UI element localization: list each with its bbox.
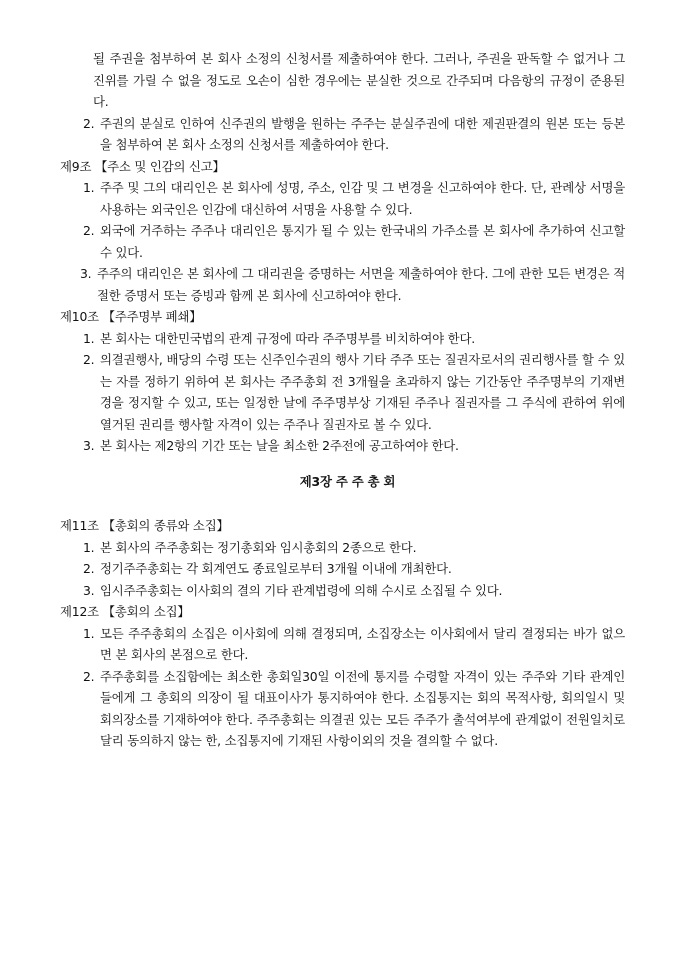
article-12-item-2 xyxy=(60,666,625,752)
article-12-title: 제12조 【총회의 소집】 xyxy=(60,604,190,619)
item-text: 임시주주총회는 이사회의 결의 기타 관계법령에 의해 수시로 소집될 수 있다. xyxy=(100,582,503,598)
item-text: 의결권행사, 배당의 수령 또는 신주인수권의 행사 기타 주주 또는 질권자로서의 권리행사를 할 수 있는 자를 정하기 위하여 본 회사는 주주총회 전 3개월을 초과하지 않는 기간동안 주주명부의 기재변경을 정지할 수 있고, 또는 일정한 날에 주주명부상 기재된 주주나 질권자를 그 주식에 관하여 위에 열거된 권리를 행사할 자격이 있는 주주나 질권자로 볼 수 있다. xyxy=(100,352,625,432)
article-10-item-3 xyxy=(60,435,625,457)
item-number: 2. xyxy=(83,223,95,238)
item-text: 주주의 대리인은 본 회사에 그 대리권을 증명하는 서면을 제출하여야 한다. 그에 관한 모든 변경은 적절한 증명서 또는 증빙과 함께 본 회사에 신고하여야 한다. xyxy=(97,266,625,303)
item-number: 1. xyxy=(83,625,95,641)
item-text: 외국에 거주하는 주주나 대리인은 통지가 될 수 있는 한국내의 가주소를 본 회사에 추가하여 신고할 수 있다. xyxy=(100,223,625,260)
item-text: 주권의 분실로 인하여 신주권의 발행을 원하는 주주는 분실주권에 대한 제권판결의 원본 또는 등본을 첨부하여 본 회사 소정의 신청서를 제출하여야 한다. xyxy=(100,115,625,152)
item-number: 2. xyxy=(83,352,95,367)
item-text: 본 회사의 주주총회는 정기총회와 임시총회의 2종으로 한다. xyxy=(100,539,417,555)
item-number: 2. xyxy=(83,561,95,576)
intro-item-2 xyxy=(60,113,625,156)
item-number: 3. xyxy=(83,438,95,453)
item-text: 정기주주총회는 각 회계연도 종료일로부터 3개월 이내에 개최한다. xyxy=(100,561,452,576)
item-text: 본 회사는 대한민국법의 관계 규정에 따라 주주명부를 비치하여야 한다. xyxy=(100,330,475,346)
document-page xyxy=(60,48,625,752)
item-number: 2. xyxy=(83,115,95,131)
item-number: 1. xyxy=(83,330,95,346)
article-10-item-1 xyxy=(60,328,625,350)
article-11-title: 제11조 【총회의 종류와 소집】 xyxy=(60,518,229,533)
chapter-title: 제3장 주 주 총 회 xyxy=(299,473,396,489)
item-text: 주주 및 그의 대리인은 본 회사에 성명, 주소, 인감 및 그 변경을 신고하여야 한다. 단, 관례상 서명을 사용하는 외국인은 인감에 대신하여 서명을 사용할 수 있다. xyxy=(100,180,625,217)
item-number: 3. xyxy=(83,582,95,598)
item-number: 1. xyxy=(83,180,95,195)
article-9-title: 제9조 【주소 및 인감의 신고】 xyxy=(60,158,225,174)
article-10-title: 제10조 【주주명부 폐쇄】 xyxy=(60,309,202,324)
article-12-item-1 xyxy=(60,623,625,666)
intro-continuation: 될 주권을 첨부하여 본 회사 소정의 신청서를 제출하여야 한다. 그러나, 주권을 판독할 수 없거나 그 진위를 가릴 수 없을 정도로 오손이 심한 경우에는 분실한 것으로 간주되며 다음항의 규정이 준용된다. xyxy=(93,51,625,109)
article-11-item-1 xyxy=(60,537,625,559)
item-number: 2. xyxy=(83,668,95,684)
item-number: 1. xyxy=(83,539,95,555)
article-11-item-3 xyxy=(60,580,625,602)
article-9-item-3 xyxy=(60,263,625,306)
item-text: 모든 주주총회의 소집은 이사회에 의해 결정되며, 소집장소는 이사회에서 달리 결정되는 바가 없으면 본 회사의 본점으로 한다. xyxy=(100,625,625,662)
item-number: 3. xyxy=(80,266,92,281)
item-text: 본 회사는 제2항의 기간 또는 날을 최소한 2주전에 공고하여야 한다. xyxy=(100,438,459,453)
article-9-item-2 xyxy=(60,220,625,263)
article-11-item-2 xyxy=(60,558,625,580)
article-9-item-1 xyxy=(60,177,625,220)
item-text: 주주총회를 소집함에는 최소한 총회일30일 이전에 통지를 수령할 자격이 있는 주주와 기타 관계인들에게 그 총회의 의장이 될 대표이사가 통지하여야 한다. 소집통지는 회의 목적사항, 회의일시 및 회의장소를 기재하여야 한다. 주주총회는 의결권 있는 모든 주주가 출석여부에 관계없이 전원일치로 달리 동의하지 않는 한, 소집통지에 기재된 사항이외의 것을 결의할 수 없다. xyxy=(100,668,625,748)
article-10-item-2 xyxy=(60,349,625,435)
